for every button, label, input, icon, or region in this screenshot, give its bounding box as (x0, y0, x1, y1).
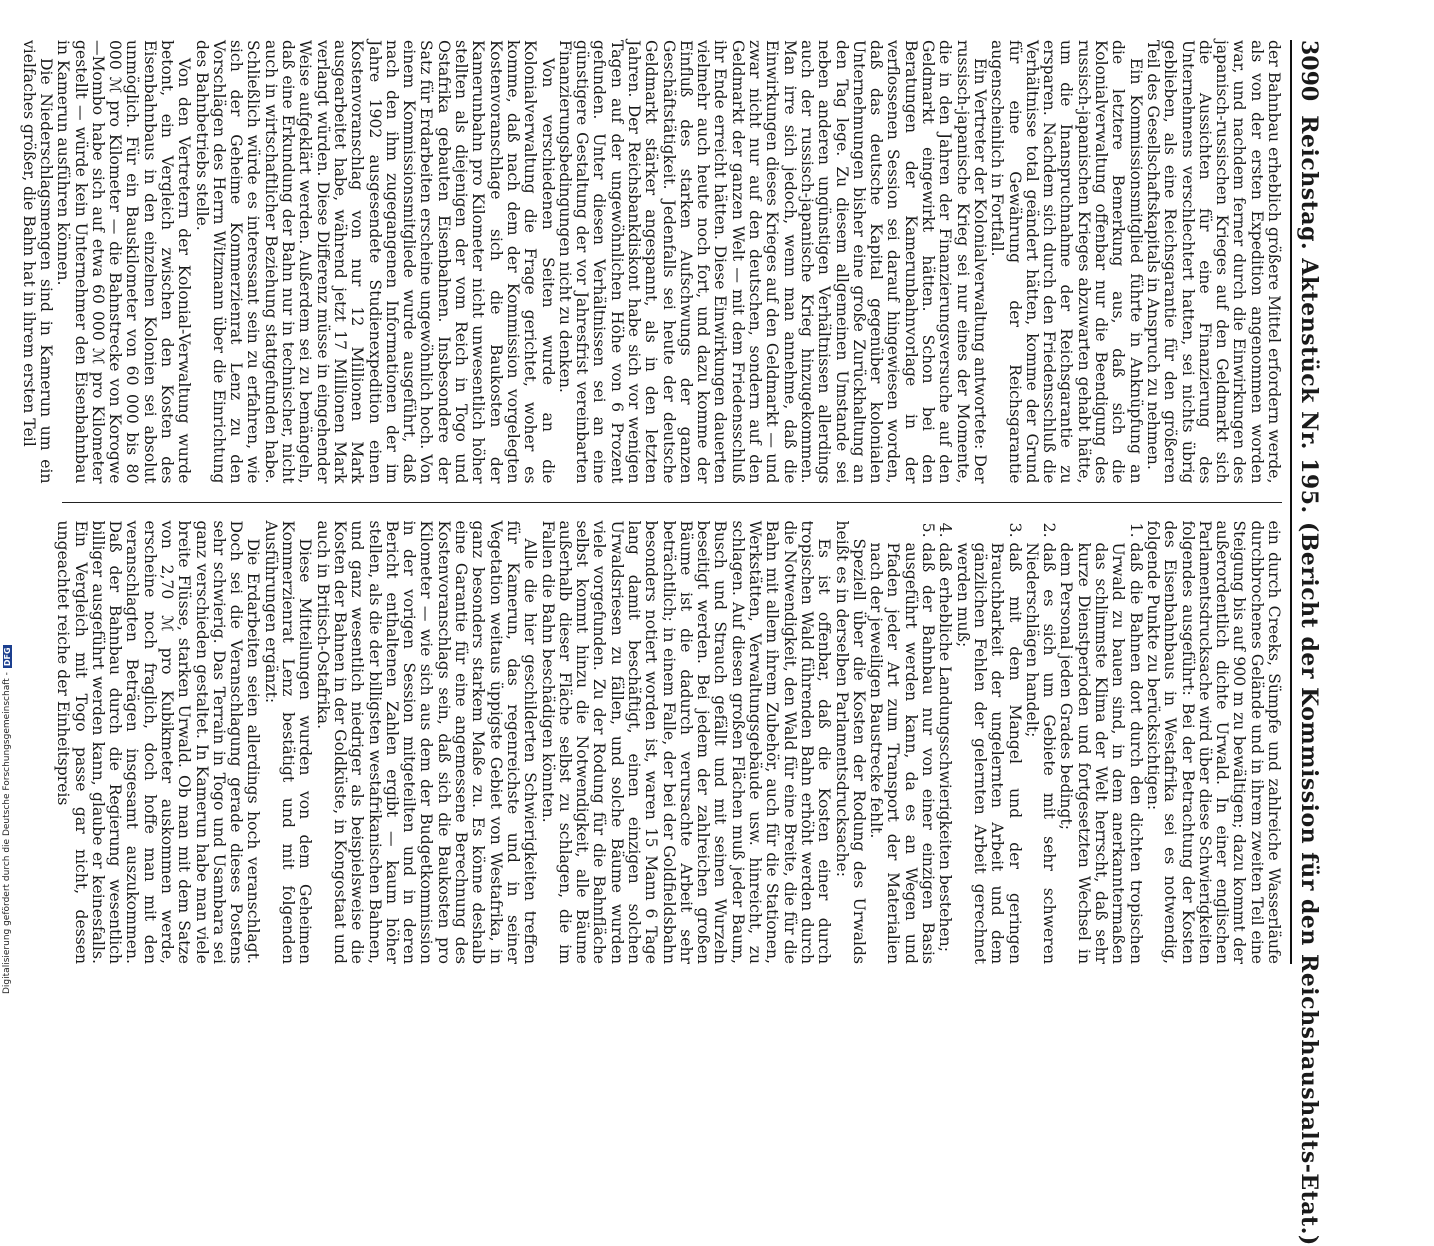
page-title: Reichstag. Aktenstück Nr. 195. (Bericht der Kommission für den Reichshaushalts-Etat.) (1296, 115, 1322, 1246)
paragraph: Alle die hier geschilderten Schwierigkeiten treffen für Kamerun, das regenreichste und in seiner Vegetation weitaus üppigste Gebiet von Westafrika, in ganz besonders starkem Maße zu. Es könne deshalb eine Garantie für eine angemessene Berechnung des Kostenvoranschlags sein, daß sich die Baukosten pro Kilometer — wie sich aus dem der Budgetkommission in der vorigen Session mitgeteilten und in deren Bericht enthaltenen Zahlen ergibt — kaum höher stellen, als die der billigsten westafrikanischen Bahnen, und ganz wesentlich niedriger als beispielsweise die Kosten der Bahnen in der Goldküste, in Kongostaat und auch in Britisch-Ostafrika. (313, 520, 540, 964)
paragraph: Von verschiedenen Seiten wurde an die Kolonialverwaltung die Frage gerichtet, woher es komme, daß nach dem der Kommission vorgelegten Kostenvoranschlage sich die Baukosten der Kamerunbahn pro Kilometer nicht unwesentlich höher stellten als diejenigen der vom Reich in Togo und Ostafrika gebauten Eisenbahnen. Insbesondere der Satz für Erdarbeiten erscheine ungewöhnlich hoch. Von einem Kommissionsmitgliede wurde ausgeführt, daß nach den ihm zugegangenen Informationen der im Jahre 1902 ausgesendete Studienexpedition einen Kostenvoranschlag von nur 12 Millionen Mark ausgearbeitet habe, während jetzt 17 Millionen Mark verlangt würden. Diese Differenz müsse in eingehender Weise aufgeklärt werden. Außerdem sei zu bemängeln, daß eine Erkundung der Bahn nur in technischer, nicht auch in wirtschaftlicher Beziehung stattgefunden habe. Schließlich würde es interessant sein zu erfahren, wie sich der Geheime Kommerzienrat Lenz zu den Vorschlägen des Herrn Witzmann über die Einrichtung des Bahnbetriebs stelle. (192, 40, 557, 484)
page-header (1290, 40, 1322, 1246)
left-column (19, 40, 1283, 484)
paragraph: Die Niederschlagsmengen sind in Kamerun um ein vielfaches größer, die Bahn hat in ihrem ersten Teil (19, 40, 55, 484)
list-item: 4. daß erhebliche Landungsschwierigkeiten bestehen; (936, 543, 953, 965)
paragraph: Speziell über die Kosten der Rodung des Urwalds heißt es in derselben Parlamentsdrucksache: (832, 520, 868, 964)
list-item: 5. daß der Bahnbau nur von einer einzigen Basis ausgeführt werden kann, da es an Wegen und Pfaden jeder Art zum Transport der Materialien nach der jeweiligen Baustrecke fehlt. (867, 543, 936, 965)
paragraph: Von den Vertretern der Kolonial-Verwaltung wurde betont, ein Vergleich zwischen den Kosten des Eisenbahnbaus in den einzelnen Kolonien sei absolut unmöglich. Für ein Bauskilometer von 60 000 bis 80 000 ℳ pro Kilometer — die Bahnstrecke von Korogwe—Mombo habe sich auf etwa 60 000 ℳ pro Kilometer gestellt — würde kein Unternehmer den Eisenbahnbau in Kamerun ausführen können. (54, 40, 194, 484)
paragraph: Ein Vertreter der Kolonialverwaltung antwortete: Der russisch-japanische Krieg sei nur eines der Momente, die in den Jahren der Finanzierungsversuche auf den Geldmarkt eingewirkt hätten. Schon bei den Beratungen der Kamerunbahnvorlage in der verflossenen Session sei darauf hingewiesen worden, daß das deutsche Kapital gegenüber kolonialen Unternehmungen bisher eine große Zurückhaltung an den Tag lege. Zu diesem allgemeinen Umstande sei neben anderen ungünstigen Verhältnissen allerdings auch der russisch-japanische Krieg hinzugekommen. Man irre sich jedoch, wenn man annehme, daß die Einwirkungen dieses Krieges auf den Geldmarkt — und zwar nicht nur auf den deutschen, sondern auf den Geldmarkt der ganzen Welt — mit dem Friedensschluß ihr Ende erreicht hätten. Diese Einwirkungen dauerten vielmehr auch heute noch fort, und dazu komme der Einfluß des starken Aufschwungs der ganzen Geschäftstätigkeit. Jedenfalls sei heute der deutsche Geldmarkt stärker angespannt, als in den letzten Jahren. Der Reichsbankdiskont habe sich vor wenigen Tagen auf der ungewöhnlichen Höhe von 6 Prozent gefunden. Unter diesen Verhältnissen sei an eine günstigere Gestaltung der vor Jahresfrist vereinbarten Finanzierungsbedingungen nicht zu denken. (555, 40, 989, 484)
paragraph: der Bahnbau erheblich größere Mittel erfordern werde, als von der ersten Expedition angenommen worden war, und nachdem ferner durch die Einwirkungen des japanisch-russischen Krieges auf den Geldmarkt sich die Aussichten für eine Finanzierung des Unternehmens verschlechtert hatten, sei nichts übrig geblieben, als eine Reichsgarantie für den größeren Teil des Gesellschaftskapitals in Anspruch zu nehmen. (1143, 40, 1283, 484)
text-columns (19, 40, 1283, 964)
paragraph: Ein Kommissionsmitglied führte in Anknüpfung an die letztere Bemerkung aus, daß sich die Kolonialverwaltung offenbar nur die Beendigung des russisch-japanischen Krieges abzuwarten gehabt hätte, um die Inanspruchnahme der Reichsgarantie zu ersparen. Nachdem sich durch den Friedensschluß die Verhältnisse total geändert hätten, komme der Grund für eine Gewährung der Reichsgarantie augenscheinlich in Fortfall. (988, 40, 1145, 484)
page-number: 3090 (1296, 40, 1322, 102)
document-page (19, 0, 1350, 1246)
dfg-logo: DFG (2, 647, 12, 667)
paragraph: Die Erdarbeiten seien allerdings hoch veranschlagt. Doch sei die Veranschlagung gerade dieses Postens sehr schwierig. Das Terrain in Togo und Usambara sei ganz verschieden gestaltet. In Kamerun habe man viele breite Flüsse, starken Urwald. Ob man mit dem Satze von 2,70 ℳ pro Kubikmeter auskommen werde, erscheine noch fraglich, doch hoffe man mit den veranschlagten Beträgen insgesamt auszukommen. Daß der Bahnbau durch die Regierung wesentlich billiger ausgeführt werden kann, glaube er keinesfalls. Ein Vergleich mit Togo passe gar nicht, dessen ungeachtet reiche der Einheitspreis (54, 520, 263, 964)
paragraph: Diese Mitteilungen wurden von dem Geheimen Kommerzienrat Lenz bestätigt und mit folgenden Ausführungen ergänzt: (261, 520, 315, 964)
digitization-credit (0, 0, 14, 1000)
credit-text: Digitalisierung gefördert durch die Deutsche Forschungsgemeinschaft - (2, 672, 12, 994)
list-item: 2. daß es sich um Gebiete mit sehr schweren Niederschlägen handelt; (1023, 543, 1058, 965)
paragraph: Es ist offenbar, daß die Kosten einer durch tropischen Wald führenden Bahn erhöht werden durch die Notwendigkeit, den Wald für eine Breite, die für die Bahn mit allem ihrem Zubehör, auch für die Stationen, Werkstätten, Verwaltungsgebäude usw. hinreicht, zu schlagen. Auf diesen großen Flächen muß jeder Baum, Busch und Strauch gefällt und mit seinen Wurzeln beseitigt werden. Bei jedem der zahlreichen großen Bäume ist die dadurch verursachte Arbeit sehr beträchtlich; in einem Falle, der bei der Goldfieldsbahn besonders notiert worden ist, waren 15 Mann 6 Tage lang damit beschäftigt, einen einzigen solchen Urwaldsriesen zu fällen, und solche Bäume wurden viele vorgefunden. Zu der Rodung für die Bahnfläche selbst kommt hinzu die Notwendigkeit, alle Bäume außerhalb dieser Fläche selbst zu schlagen, die im Fallen die Bahn beschädigen könnten. (538, 520, 834, 964)
list-item: 3. daß mit dem Mangel und der geringen Brauchbarkeit der ungelernten Arbeit und dem gänzlichen Fehlen der gelernten Arbeit gerechnet werden muß; (953, 543, 1022, 965)
list-item: 1. daß die Bahnen dort durch den dichten tropischen Urwald zu bauen sind, in dem anerkanntermaßen das schlimmste Klima der Welt herrscht, daß sehr kurze Dienstperioden und fortgesetzten Wechsel in dem Personal jeden Grades bedingt; (1057, 543, 1143, 965)
paragraph: ein durch Creeks, Sümpfe und zahlreiche Wasserläufe durchbrochenes Gelände und in ihrem zweiten Teil eine Steigung bis auf 900 m zu bewältigen; dazu kommt der außerordentlich dichte Urwald. In einer englischen Parlamentsdrucksache wird über diese Schwierigkeiten folgendes ausgeführt: Bei der Betrachtung der Kosten des Eisenbahnbaus in Westafrika sei es notwendig, folgende Punkte zu berücksichtigen: (1143, 520, 1283, 964)
numbered-list (867, 521, 1144, 965)
right-column (54, 520, 1283, 965)
column-divider (62, 502, 1282, 503)
